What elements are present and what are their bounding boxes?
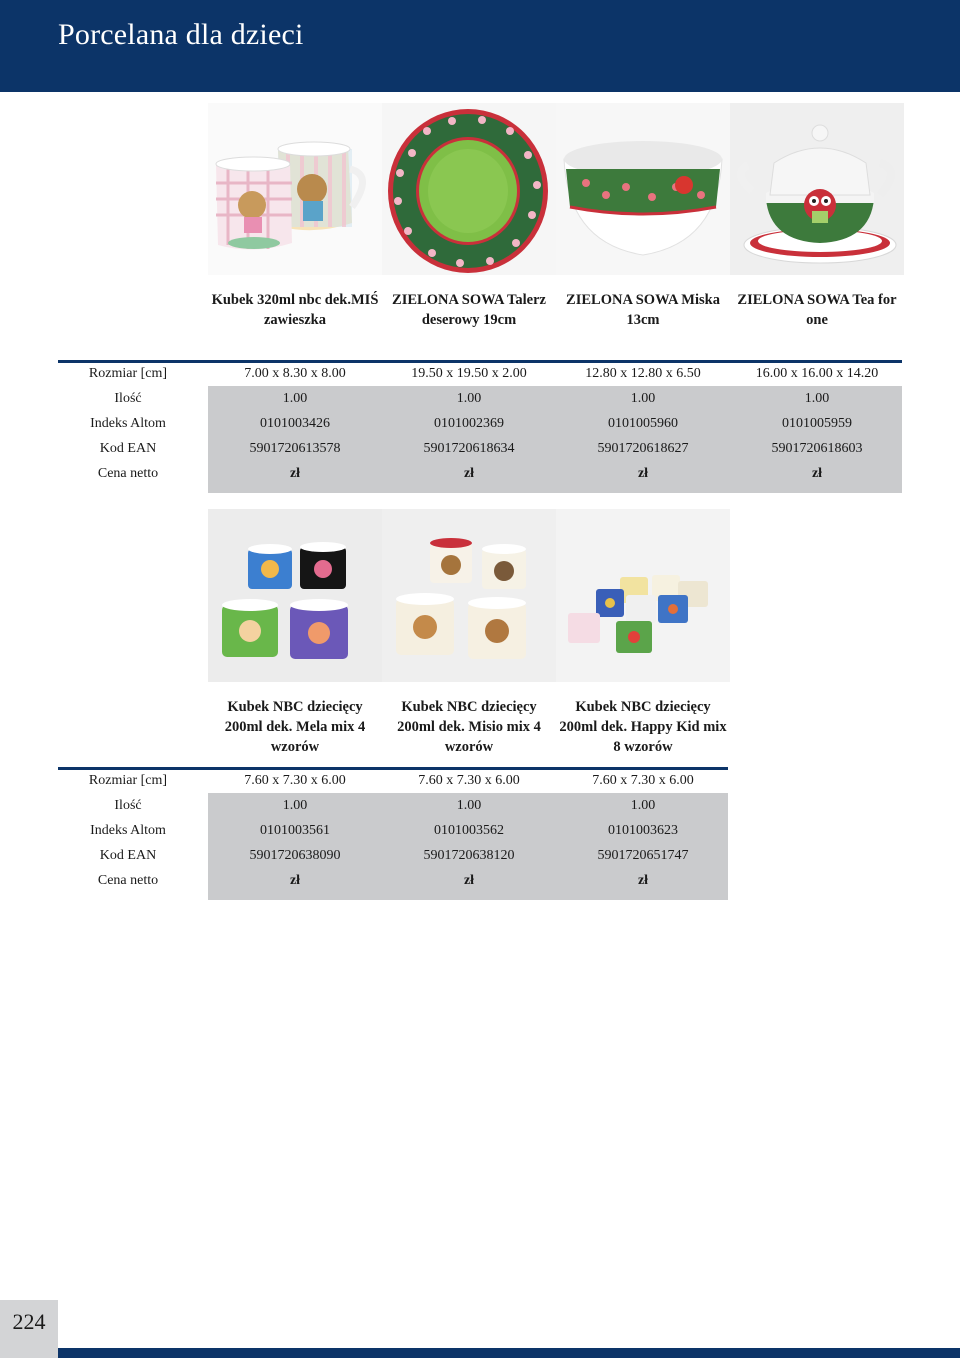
cell-ean: 5901720638120	[423, 848, 515, 863]
row-label-ean: Kod EAN	[99, 441, 157, 456]
cell-qty: 1.00	[456, 798, 482, 813]
footer-bar	[58, 1348, 960, 1358]
row-label-size: Rozmiar [cm]	[88, 773, 168, 788]
product-image-mela-mugs	[208, 509, 382, 682]
cell-size: 7.60 x 7.30 x 6.00	[418, 773, 520, 788]
cell-price: zł	[463, 873, 475, 888]
page-header	[0, 0, 960, 92]
product-name: ZIELONA SOWA Talerz deserowy 19cm	[392, 292, 546, 328]
cell-price: zł	[637, 873, 649, 888]
cell-price: zł	[463, 466, 475, 481]
cell-size: 19.50 x 19.50 x 2.00	[411, 366, 527, 381]
cell-index: 0101003561	[260, 823, 330, 838]
page-number: 224	[12, 1309, 46, 1334]
cell-qty: 1.00	[804, 391, 830, 406]
cell-ean: 5901720651747	[597, 848, 689, 863]
cell-qty: 1.00	[282, 798, 308, 813]
row-label-index: Indeks Altom	[90, 823, 166, 838]
row-label-index: Indeks Altom	[90, 416, 166, 431]
table-divider	[58, 767, 728, 770]
cell-index: 0101002369	[434, 416, 504, 431]
product-name: Kubek NBC dziecięcy 200ml dek. Mela mix 4 wzorów	[224, 699, 366, 755]
cell-price: zł	[289, 873, 301, 888]
row-label-qty: Ilość	[114, 391, 142, 406]
cell-index: 0101005959	[782, 416, 852, 431]
cell-ean: 5901720613578	[249, 441, 341, 456]
cell-price: zł	[289, 466, 301, 481]
cell-size: 16.00 x 16.00 x 14.20	[755, 366, 879, 381]
cell-size: 7.60 x 7.30 x 6.00	[244, 773, 346, 788]
product-name: Kubek 320ml nbc dek.MIŚ zawieszka	[211, 292, 379, 328]
cell-size: 7.60 x 7.30 x 6.00	[592, 773, 694, 788]
cell-qty: 1.00	[282, 391, 308, 406]
cell-size: 7.00 x 8.30 x 8.00	[244, 366, 346, 381]
cell-index: 0101003562	[434, 823, 504, 838]
cell-index: 0101003623	[608, 823, 678, 838]
row-label-ean: Kod EAN	[99, 848, 157, 863]
cell-qty: 1.00	[630, 798, 656, 813]
cell-index: 0101005960	[608, 416, 678, 431]
cell-ean: 5901720618603	[771, 441, 863, 456]
cell-ean: 5901720618627	[597, 441, 689, 456]
cell-index: 0101003426	[260, 416, 330, 431]
product-image-plate	[382, 103, 556, 275]
cell-qty: 1.00	[456, 391, 482, 406]
product-image-happy-kid-mugs	[556, 509, 730, 682]
table-divider	[58, 360, 902, 363]
cell-price: zł	[637, 466, 649, 481]
cell-ean: 5901720618634	[423, 441, 515, 456]
cell-ean: 5901720638090	[249, 848, 341, 863]
product-name: Kubek NBC dziecięcy 200ml dek. Happy Kid mix 8 wzorów	[559, 699, 727, 755]
row-label-price: Cena netto	[97, 873, 159, 888]
row-label-size: Rozmiar [cm]	[88, 366, 168, 381]
cell-price: zł	[811, 466, 823, 481]
product-image-misio-mugs	[382, 509, 556, 682]
product-image-tea-for-one	[730, 103, 904, 275]
product-image-teddy-mugs	[208, 103, 382, 275]
row-label-qty: Ilość	[114, 798, 142, 813]
product-name: ZIELONA SOWA Miska 13cm	[566, 292, 720, 328]
cell-qty: 1.00	[630, 391, 656, 406]
page-title: Porcelana dla dzieci	[58, 18, 304, 51]
product-name: Kubek NBC dziecięcy 200ml dek. Misio mix 4 wzorów	[397, 699, 541, 755]
row-label-price: Cena netto	[97, 466, 159, 481]
product-image-bowl	[556, 103, 730, 275]
cell-size: 12.80 x 12.80 x 6.50	[585, 366, 701, 381]
product-name: ZIELONA SOWA Tea for one	[737, 292, 897, 328]
